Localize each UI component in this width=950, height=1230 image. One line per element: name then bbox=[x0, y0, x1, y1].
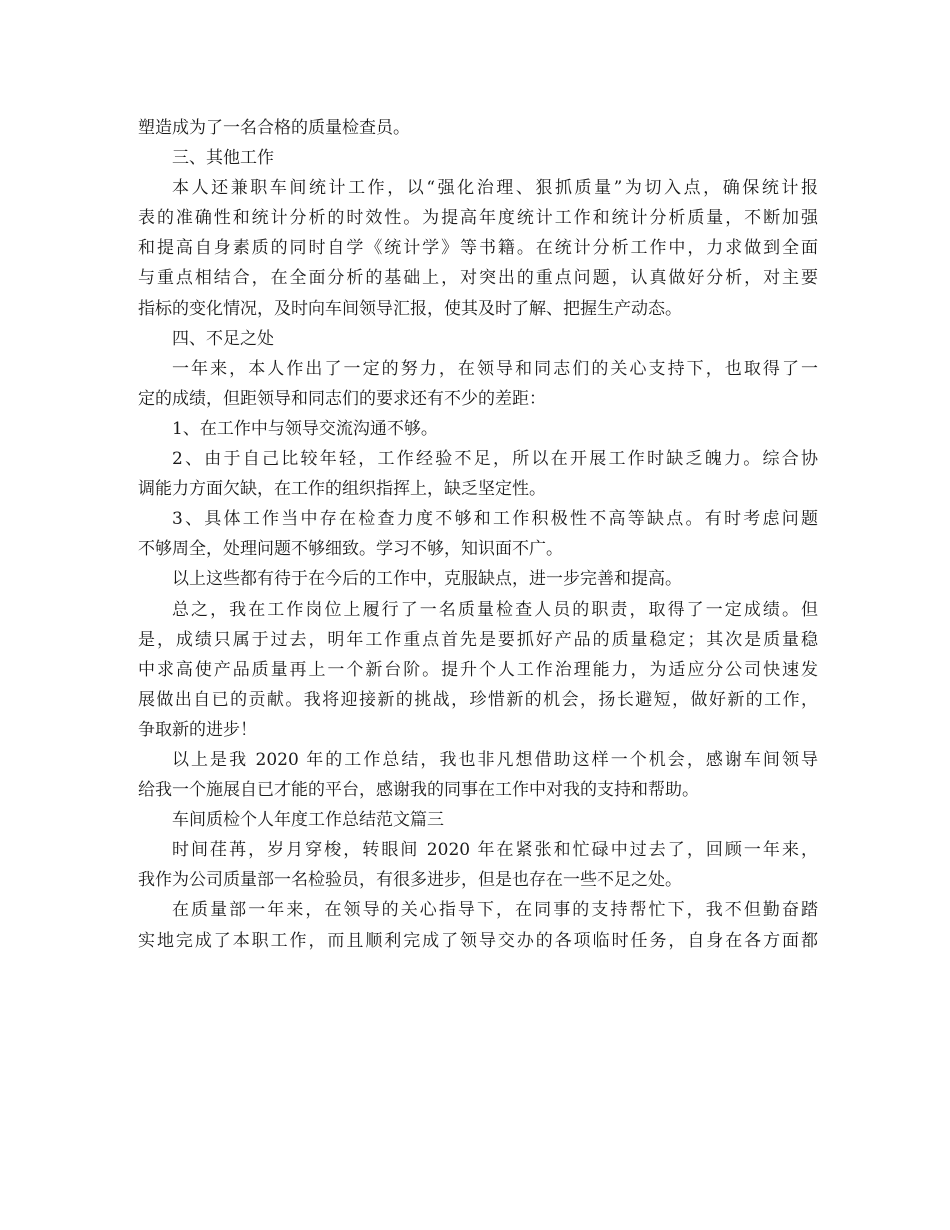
text-line: 展做出自已的贡献。我将迎接新的挑战，珍惜新的机会，扬长避短，做好新的工作， bbox=[138, 689, 818, 710]
text-line: 总之，我在工作岗位上履行了一名质量检查人员的职责，取得了一定成绩。但 bbox=[172, 599, 818, 620]
text-line: 一年来，本人作出了一定的努力，在领导和同志们的关心支持下，也取得了一 bbox=[172, 358, 818, 379]
text-line: 时间荏苒，岁月穿梭，转眼间 2020 年在紧张和忙碌中过去了，回顾一年来， bbox=[172, 840, 818, 861]
text-line: 3、具体工作当中存在检查力度不够和工作积极性不高等缺点。有时考虑问题 bbox=[172, 509, 818, 530]
text-line: 实地完成了本职工作，而且顺利完成了领导交办的各项临时任务，自身在各方面都 bbox=[138, 930, 818, 951]
text-line: 与重点相结合，在全面分析的基础上，对突出的重点问题，认真做好分析，对主要 bbox=[138, 268, 818, 289]
text-line: 调能力方面欠缺，在工作的组织指挥上，缺乏坚定性。 bbox=[138, 479, 546, 500]
text-line: 争取新的进步！ bbox=[138, 719, 257, 740]
text-line: 三、其他工作 bbox=[172, 148, 274, 169]
text-line: 定的成绩，但距领导和同志们的要求还有不少的差距： bbox=[138, 388, 546, 409]
text-line: 不够周全，处理问题不够细致。学习不够，知识面不广。 bbox=[138, 539, 563, 560]
text-line: 塑造成为了一名合格的质量检查员。 bbox=[138, 118, 410, 138]
text-line: 以上这些都有待于在今后的工作中，克服缺点，进一步完善和提高。 bbox=[172, 569, 682, 590]
text-line: 2、由于自己比较年轻，工作经验不足，所以在开展工作时缺乏魄力。综合协 bbox=[172, 449, 818, 470]
text-line: 给我一个施展自已才能的平台，感谢我的同事在工作中对我的支持和帮助。 bbox=[138, 780, 699, 801]
text-line: 表的准确性和统计分析的时效性。为提高年度统计工作和统计分析质量，不断加强 bbox=[138, 208, 818, 229]
text-line: 四、不足之处 bbox=[172, 328, 274, 349]
text-line: 中求高使产品质量再上一个新台阶。提升个人工作治理能力，为适应分公司快速发 bbox=[138, 659, 818, 680]
text-line: 在质量部一年来，在领导的关心指导下，在同事的支持帮忙下，我不但勤奋踏 bbox=[172, 900, 818, 921]
document-body bbox=[138, 113, 818, 956]
text-line: 指标的变化情况，及时向车间领导汇报，使其及时了解、把握生产动态。 bbox=[138, 298, 682, 319]
text-line: 是，成绩只属于过去，明年工作重点首先是要抓好产品的质量稳定；其次是质量稳 bbox=[138, 629, 818, 650]
text-line: 本人还兼职车间统计工作，以“强化治理、狠抓质量”为切入点，确保统计报 bbox=[172, 178, 818, 199]
text-line: 和提高自身素质的同时自学《统计学》等书籍。在统计分析工作中，力求做到全面 bbox=[138, 238, 818, 259]
text-line: 车间质检个人年度工作总结范文篇三 bbox=[172, 810, 444, 831]
text-line: 我作为公司质量部一名检验员，有很多进步，但是也存在一些不足之处。 bbox=[138, 870, 682, 891]
text-line: 以上是我 2020 年的工作总结，我也非凡想借助这样一个机会，感谢车间领导 bbox=[172, 749, 818, 770]
text-line: 1、在工作中与领导交流沟通不够。 bbox=[172, 418, 438, 439]
